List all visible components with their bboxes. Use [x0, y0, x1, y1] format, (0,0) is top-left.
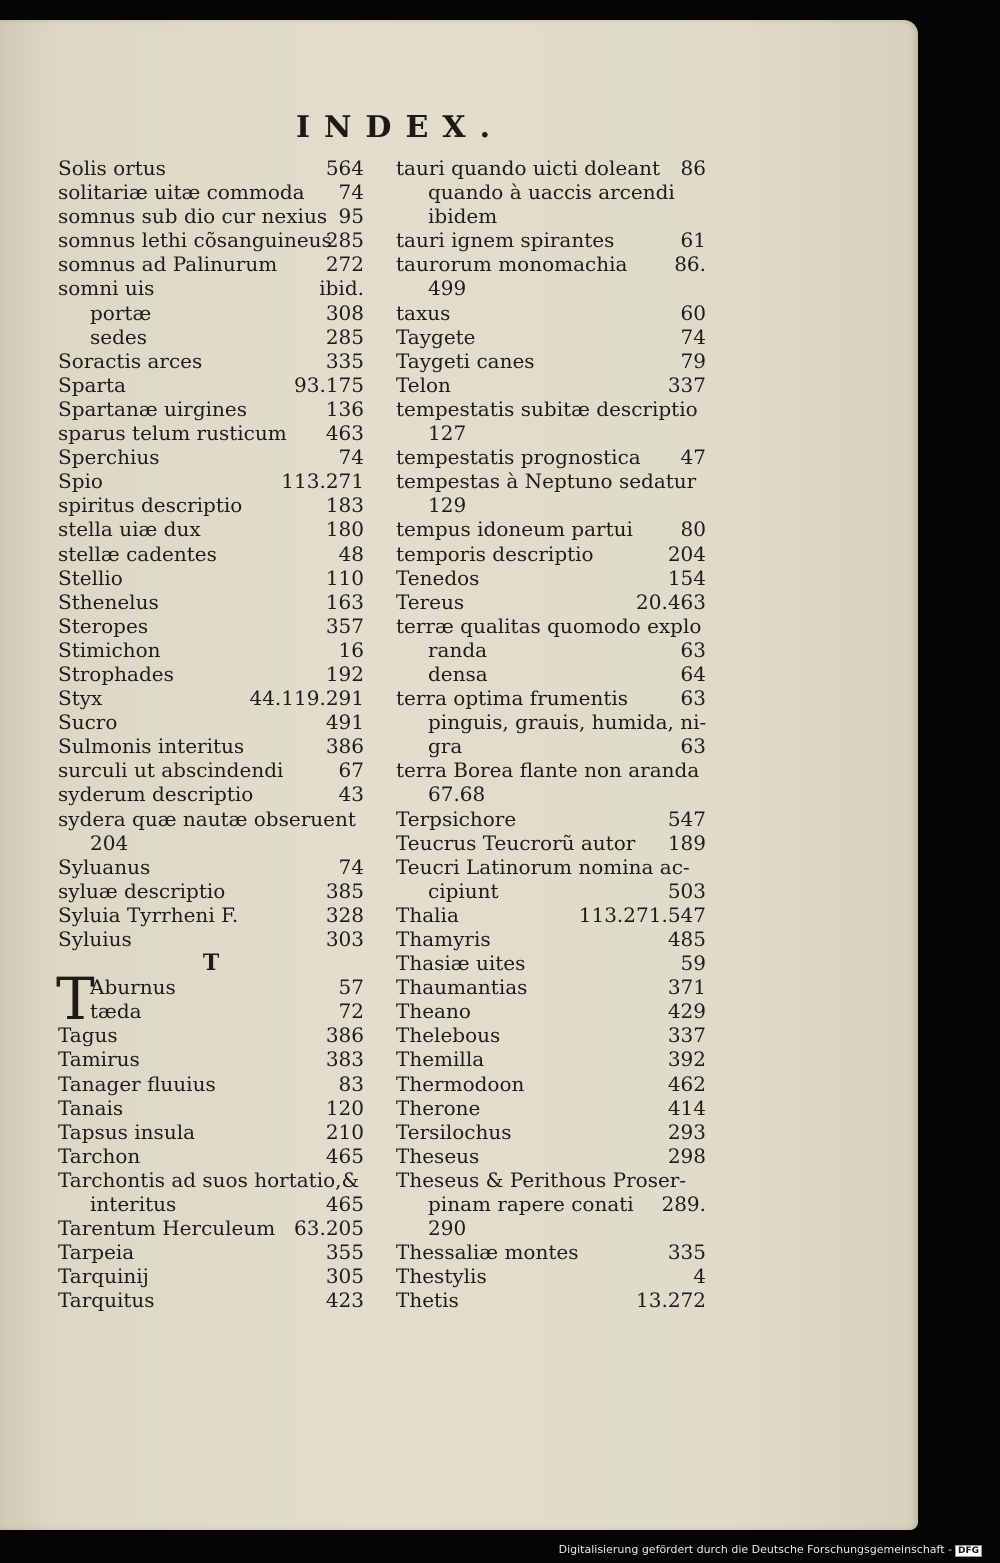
page-reference: 57 [338, 975, 364, 1000]
credit-text: Digitalisierung gefördert durch die Deutsche Forschungsgemeinschaft - [558, 1543, 952, 1556]
index-entry [58, 1096, 364, 1120]
page-reference: 371 [667, 975, 706, 1000]
page-reference: 383 [325, 1047, 364, 1072]
index-entry [396, 1023, 706, 1047]
page-reference: 86. [674, 252, 706, 277]
index-term: Tenedos [396, 565, 480, 590]
index-term: Sulmonis interitus [58, 734, 245, 759]
page-reference: 293 [667, 1119, 706, 1144]
index-entry [58, 517, 364, 541]
page-reference: 163 [325, 589, 364, 614]
index-term: Tarpeia [58, 1240, 135, 1265]
index-entry [396, 831, 706, 855]
page-reference: 79 [680, 348, 706, 373]
index-entry [396, 855, 706, 879]
index-term: Tagus [58, 1023, 118, 1048]
page-reference: 305 [325, 1264, 364, 1289]
index-term: Thamyris [396, 927, 491, 951]
index-term: Tamirus [58, 1047, 140, 1072]
index-entry [58, 662, 364, 686]
page-reference: 154 [667, 565, 706, 590]
index-entry [58, 590, 364, 614]
index-entry [58, 493, 364, 517]
index-term: Sthenelus [58, 589, 159, 614]
index-entry [58, 1047, 364, 1071]
page-reference: 4 [693, 1264, 706, 1289]
index-entry [58, 204, 364, 228]
index-term: Strophades [58, 661, 174, 686]
index-term: sedes [90, 324, 148, 349]
index-entry [396, 1072, 706, 1096]
index-entry [396, 276, 706, 300]
page-reference: 63 [680, 686, 706, 711]
index-term: Tarquinij [58, 1264, 149, 1289]
index-term: Therone [396, 1095, 481, 1120]
index-entry [396, 662, 706, 686]
page-reference: 485 [667, 927, 706, 951]
index-term: stella uiæ dux [58, 517, 201, 542]
index-term: taurorum monomachia [396, 252, 628, 277]
book-page [0, 20, 918, 1530]
page-reference: 86 [680, 156, 706, 180]
index-term: randa [428, 637, 488, 662]
index-term: Thalia [396, 902, 459, 927]
index-entry [396, 1120, 706, 1144]
index-term: solitariæ uitæ commoda [58, 180, 305, 205]
index-term: Styx [58, 686, 103, 711]
index-entry [396, 903, 706, 927]
index-entry [396, 975, 706, 999]
index-entry [58, 325, 364, 349]
index-entry [58, 445, 364, 469]
index-term: terra Borea flante non aranda [396, 758, 700, 783]
index-entry [58, 758, 364, 782]
index-entry [396, 445, 706, 469]
index-term: somnus sub dio cur nexius [58, 204, 328, 229]
page-reference: 491 [325, 710, 364, 735]
page-reference: 189 [667, 830, 706, 855]
index-term: Sucro [58, 710, 118, 735]
index-term: Spartanæ uirgines [58, 396, 248, 421]
index-term: Tarchontis ad suos hortatio,& [58, 1167, 360, 1192]
index-term: Thessaliæ montes [396, 1240, 579, 1265]
index-term: terra optima frumentis [396, 686, 629, 711]
index-entry [396, 566, 706, 590]
page-reference: ibid. [319, 276, 364, 301]
index-term: Theseus & Perithous Proser- [396, 1167, 687, 1192]
page-reference: 547 [667, 806, 706, 831]
page-reference: 357 [325, 613, 364, 638]
index-entry [58, 710, 364, 734]
index-term: Thetis [396, 1288, 459, 1313]
index-term: stellæ cadentes [58, 541, 217, 566]
index-entry [396, 397, 706, 421]
index-entry [58, 999, 364, 1023]
index-term: 204 [90, 830, 129, 855]
index-term: interitus [90, 1192, 177, 1217]
page-reference: 20.463 [636, 589, 706, 614]
index-entry [396, 710, 706, 734]
index-term: portæ [90, 300, 152, 325]
index-entry [396, 951, 706, 975]
index-entry [396, 542, 706, 566]
page-reference: 43 [338, 782, 364, 807]
index-entry [58, 1023, 364, 1047]
index-term: 499 [428, 276, 467, 301]
page-reference: 429 [667, 999, 706, 1024]
page-reference: 95 [338, 204, 364, 229]
index-entry [58, 566, 364, 590]
page-reference: 61 [680, 228, 706, 253]
page-reference: 335 [667, 1240, 706, 1265]
page-reference: 210 [325, 1119, 364, 1144]
index-term: Sparta [58, 372, 126, 397]
index-term: Syluius [58, 927, 132, 951]
index-entry [396, 1192, 706, 1216]
index-term: Tanais [58, 1095, 124, 1120]
index-entry [58, 1168, 364, 1192]
index-column-right [396, 156, 706, 1313]
index-entry [58, 349, 364, 373]
index-term: pinguis, grauis, humida, ni- [428, 710, 707, 735]
page-reference: 298 [667, 1143, 706, 1168]
page-reference: 120 [325, 1095, 364, 1120]
page-reference: 503 [667, 878, 706, 903]
index-term: terræ qualitas quomodo explo [396, 613, 702, 638]
index-entry [58, 276, 364, 300]
page-reference: 392 [667, 1047, 706, 1072]
index-entry [58, 228, 364, 252]
index-entry [396, 1168, 706, 1192]
index-entry [396, 1240, 706, 1264]
index-entry [58, 1240, 364, 1264]
page-reference: 289. [661, 1192, 706, 1217]
index-term: quando à uaccis arcendi [428, 180, 675, 205]
index-entry [58, 686, 364, 710]
index-term: Teucri Latinorum nomina ac- [396, 854, 690, 879]
page-reference: 308 [325, 300, 364, 325]
index-entry [58, 782, 364, 806]
index-term: Terpsichore [396, 806, 517, 831]
index-entry [58, 975, 364, 999]
page-reference: 74 [680, 324, 706, 349]
index-entry [396, 590, 706, 614]
page-reference: 63 [680, 734, 706, 759]
index-term: Stellio [58, 565, 123, 590]
index-term: Tanager fluuius [58, 1071, 216, 1096]
index-term: spiritus descriptio [58, 493, 243, 518]
index-entry [396, 1288, 706, 1312]
index-entry [396, 1264, 706, 1288]
page-reference: 423 [325, 1288, 364, 1313]
index-term: tauri quando uicti doleant [396, 156, 661, 180]
page-reference: 386 [325, 734, 364, 759]
index-term: Syluia Tyrrheni F. [58, 902, 239, 927]
index-term: pinam rapere conati [428, 1192, 634, 1217]
index-column-left [58, 156, 364, 1313]
page-reference: 355 [325, 1240, 364, 1265]
index-entry [396, 614, 706, 638]
index-term: Tapsus insula [58, 1119, 196, 1144]
index-term: Teucrus Teucrorũ autor [396, 830, 636, 855]
index-entry [58, 855, 364, 879]
index-term: syluæ descriptio [58, 878, 226, 903]
index-term: Tereus [396, 589, 465, 614]
index-entry [58, 469, 364, 493]
index-term: Thelebous [396, 1023, 501, 1048]
index-entry [58, 734, 364, 758]
page-reference: 64 [680, 661, 706, 686]
index-entry [58, 421, 364, 445]
index-term: somni uis [58, 276, 155, 301]
page-reference: 93.175 [294, 372, 364, 397]
index-term: Aburnus [90, 975, 176, 1000]
section-letter: T [202, 950, 220, 977]
index-term: taxus [396, 300, 451, 325]
index-entry [58, 807, 364, 831]
index-term: Telon [396, 372, 451, 397]
index-term: ibidem [428, 204, 498, 229]
page-reference: 113.271.547 [578, 902, 706, 927]
page-reference: 72 [338, 999, 364, 1024]
page-reference: 113.271 [281, 469, 364, 494]
page-reference: 16 [338, 637, 364, 662]
index-term: Theano [396, 999, 471, 1024]
index-entry [396, 879, 706, 903]
index-term: Sperchius [58, 445, 160, 470]
page-reference: 414 [667, 1095, 706, 1120]
page-reference: 83 [338, 1071, 364, 1096]
index-term: tæda [90, 999, 142, 1024]
index-term: densa [428, 661, 488, 686]
index-entry [396, 349, 706, 373]
index-term: tempestatis prognostica [396, 445, 641, 470]
index-entry [58, 1120, 364, 1144]
index-entry [58, 156, 364, 180]
index-term: Solis ortus [58, 156, 166, 180]
index-term: Tarentum Herculeum [58, 1216, 276, 1241]
page-reference: 180 [325, 517, 364, 542]
index-term: cipiunt [428, 878, 499, 903]
index-term: Thestylis [396, 1264, 487, 1289]
index-entry [396, 156, 706, 180]
index-term: gra [428, 734, 463, 759]
index-term: syderum descriptio [58, 782, 254, 807]
index-term: Thermodoon [396, 1071, 525, 1096]
page-reference: 110 [325, 565, 364, 590]
page-reference: 47 [680, 445, 706, 470]
page-reference: 328 [325, 902, 364, 927]
index-term: Tarchon [58, 1143, 141, 1168]
index-entry [396, 999, 706, 1023]
index-entry [58, 1264, 364, 1288]
index-term: Thaumantias [396, 975, 528, 1000]
index-entry [396, 927, 706, 951]
page-reference: 463 [325, 421, 364, 446]
index-entry [396, 252, 706, 276]
page-title: INDEX. [295, 110, 505, 145]
index-term: tempus idoneum partui [396, 517, 633, 542]
page-reference: 44.119.291 [249, 686, 364, 711]
page-reference: 335 [325, 348, 364, 373]
index-entry [58, 180, 364, 204]
index-entry [396, 180, 706, 204]
index-term: Theseus [396, 1143, 480, 1168]
index-term: somnus ad Palinurum [58, 252, 278, 277]
index-entry [396, 325, 706, 349]
index-entry [396, 758, 706, 782]
index-entry [58, 1072, 364, 1096]
page-reference: 13.272 [636, 1288, 706, 1313]
index-term: 67.68 [428, 782, 486, 807]
index-entry [58, 1144, 364, 1168]
page-reference: 337 [667, 372, 706, 397]
index-term: Syluanus [58, 854, 151, 879]
index-entry [58, 397, 364, 421]
index-term: Soractis arces [58, 348, 203, 373]
index-term: surculi ut abscindendi [58, 758, 284, 783]
index-entry [396, 493, 706, 517]
index-term: 129 [428, 493, 467, 518]
index-term: Steropes [58, 613, 149, 638]
index-entry [396, 1216, 706, 1240]
index-entry [396, 228, 706, 252]
index-entry [58, 252, 364, 276]
index-entry [396, 1096, 706, 1120]
index-term: Stimichon [58, 637, 161, 662]
page-reference: 183 [325, 493, 364, 518]
index-entry [396, 421, 706, 445]
page-reference: 74 [338, 854, 364, 879]
page-reference: 303 [325, 927, 364, 951]
page-reference: 465 [325, 1143, 364, 1168]
index-term: Tersilochus [396, 1119, 512, 1144]
page-reference: 48 [338, 541, 364, 566]
digitization-credit [559, 1543, 982, 1557]
index-entry [396, 469, 706, 493]
index-term: Taygeti canes [396, 348, 535, 373]
index-entry [396, 301, 706, 325]
index-term: Spio [58, 469, 103, 494]
index-term: sydera quæ nautæ obseruent [58, 806, 356, 831]
index-term: tempestatis subitæ descriptio [396, 396, 698, 421]
index-term: somnus lethi cõsanguineus [58, 228, 332, 253]
page-reference: 285 [325, 324, 364, 349]
index-entry [58, 638, 364, 662]
page-reference: 564 [325, 156, 364, 180]
page-reference: 465 [325, 1192, 364, 1217]
index-term: 127 [428, 421, 467, 446]
index-entry [396, 638, 706, 662]
index-entry [58, 373, 364, 397]
page-reference: 204 [667, 541, 706, 566]
index-entry [58, 927, 364, 951]
index-entry [396, 686, 706, 710]
index-entry [58, 1216, 364, 1240]
index-term: Themilla [396, 1047, 485, 1072]
index-entry [58, 831, 364, 855]
index-term: 290 [428, 1216, 467, 1241]
index-term: Thasiæ uites [396, 951, 526, 976]
page-reference: 67 [338, 758, 364, 783]
index-entry [58, 614, 364, 638]
page-reference: 60 [680, 300, 706, 325]
page-reference: 80 [680, 517, 706, 542]
page-reference: 74 [338, 445, 364, 470]
index-term: Tarquitus [58, 1288, 155, 1313]
index-term: Taygete [396, 324, 476, 349]
page-reference: 59 [680, 951, 706, 976]
index-entry [58, 301, 364, 325]
index-entry [58, 1288, 364, 1312]
page-reference: 136 [325, 396, 364, 421]
index-entry [396, 1144, 706, 1168]
index-entry [396, 204, 706, 228]
page-reference: 63 [680, 637, 706, 662]
index-section-heading [58, 951, 364, 975]
page-reference: 74 [338, 180, 364, 205]
index-entry [396, 373, 706, 397]
index-term: tempestas à Neptuno sedatur [396, 469, 697, 494]
index-term: temporis descriptio [396, 541, 594, 566]
page-reference: 63.205 [294, 1216, 364, 1241]
drop-cap-letter: T [56, 965, 95, 1034]
page-reference: 386 [325, 1023, 364, 1048]
page-reference: 385 [325, 878, 364, 903]
page-reference: 462 [667, 1071, 706, 1096]
index-entry [396, 782, 706, 806]
index-entry [396, 517, 706, 541]
index-term: tauri ignem spirantes [396, 228, 615, 253]
index-entry [58, 903, 364, 927]
page-reference: 337 [667, 1023, 706, 1048]
index-term: sparus telum rusticum [58, 421, 287, 446]
page-reference: 192 [325, 661, 364, 686]
index-entry [396, 1047, 706, 1071]
index-entry [58, 879, 364, 903]
page-reference: 272 [325, 252, 364, 277]
index-entry [58, 542, 364, 566]
dfg-logo: DFG [955, 1545, 982, 1557]
page-reference: 285 [325, 228, 364, 253]
index-entry [396, 807, 706, 831]
index-entry [396, 734, 706, 758]
index-entry [58, 1192, 364, 1216]
